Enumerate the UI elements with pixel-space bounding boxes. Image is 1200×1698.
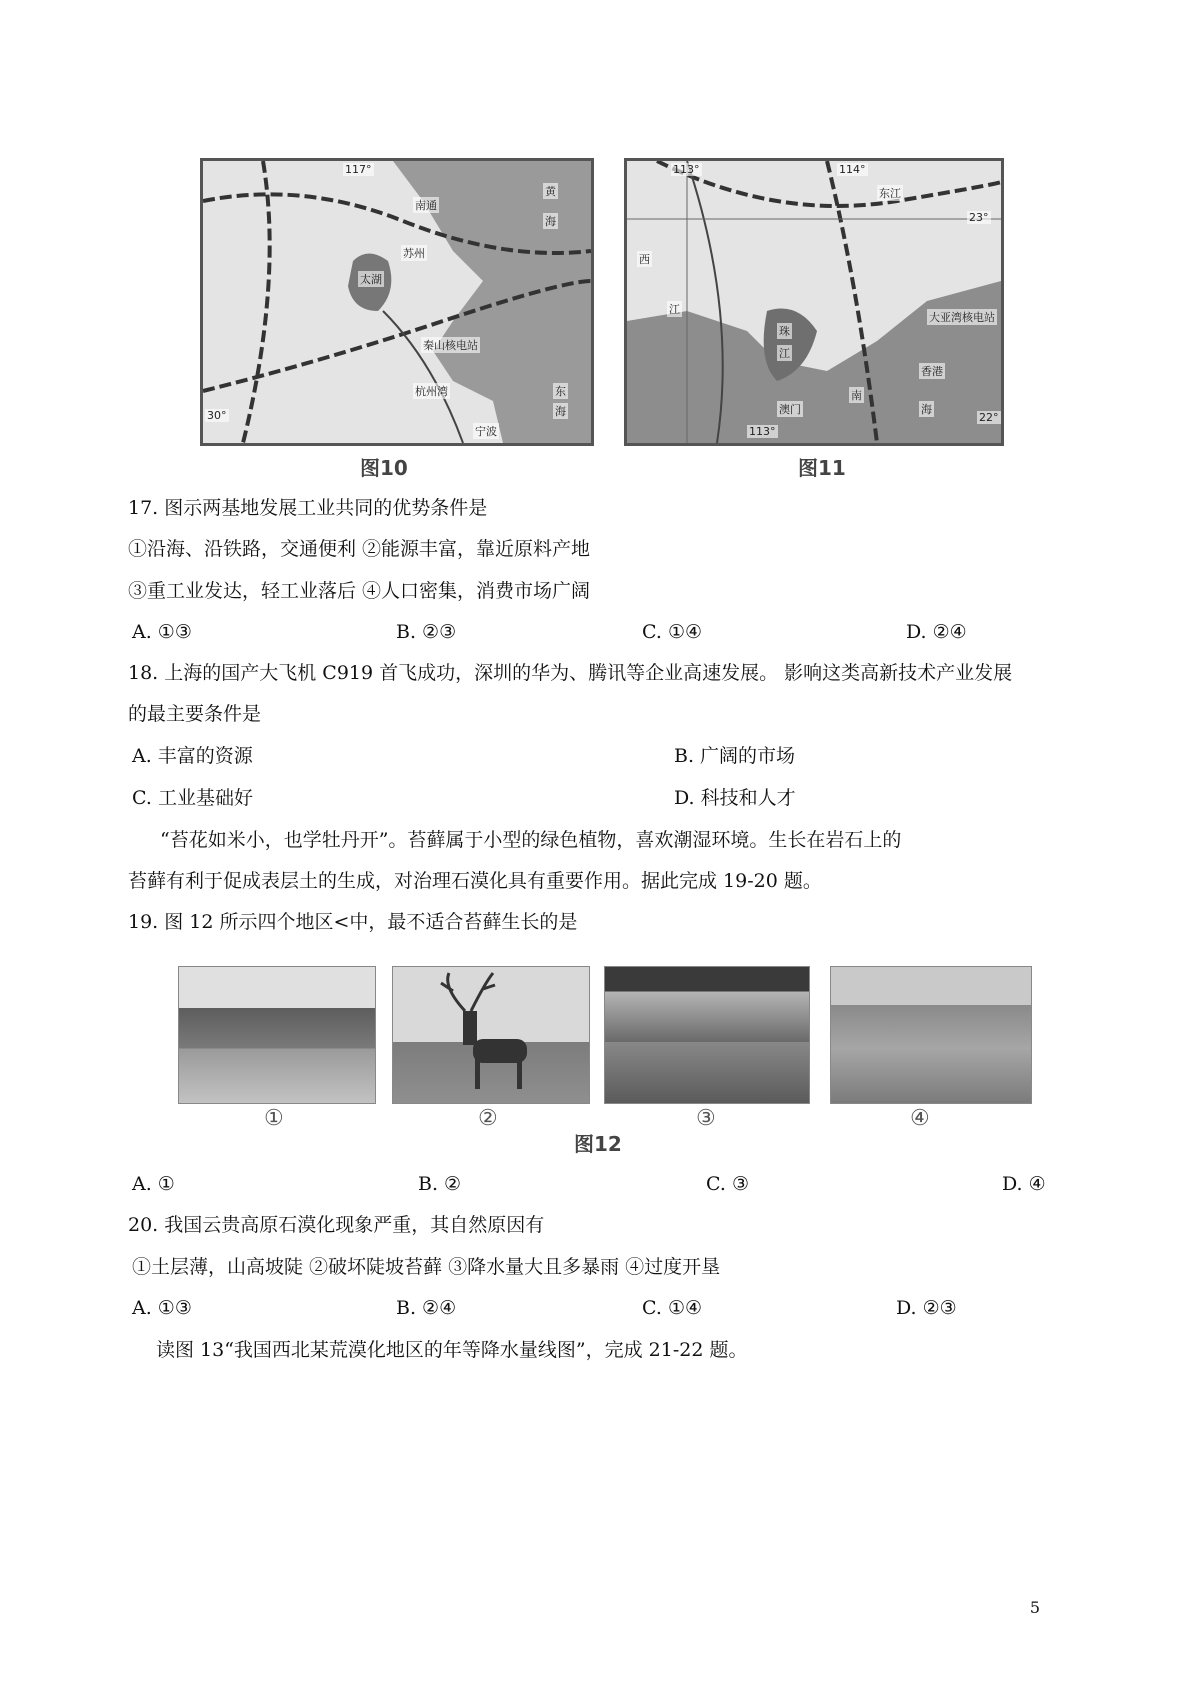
q20-option-d: D. ②③ bbox=[896, 1297, 957, 1319]
map11-label: 23° bbox=[969, 211, 989, 224]
q18-option-d: D. 科技和人才 bbox=[674, 787, 796, 809]
map10-label: 杭州湾 bbox=[415, 385, 448, 398]
photo-4-desert-dunes bbox=[830, 966, 1032, 1104]
q21-intro: 读图 13“我国西北某荒漠化地区的年等降水量线图”，完成 21-22 题。 bbox=[156, 1339, 748, 1361]
q17-option-d: D. ②④ bbox=[906, 621, 967, 643]
map10-label: 30° bbox=[207, 409, 227, 422]
map11-label: 江 bbox=[779, 347, 790, 360]
fig12-label-2: ② bbox=[478, 1106, 498, 1131]
q17-stem: 17. 图示两基地发展工业共同的优势条件是 bbox=[128, 497, 488, 519]
map11-label: 大亚湾核电站 bbox=[929, 311, 995, 324]
q19-option-b: B. ② bbox=[418, 1173, 462, 1195]
q19-option-c: C. ③ bbox=[706, 1173, 749, 1195]
passage-line1: “苔花如米小，也学牡丹开”。苔藓属于小型的绿色植物，喜欢潮湿环境。生长在岩石上的 bbox=[160, 829, 902, 851]
reindeer-drawing bbox=[393, 967, 589, 1103]
figure-10-caption: 图10 bbox=[360, 456, 408, 480]
map11-label: 海 bbox=[921, 403, 932, 416]
map11-label: 澳门 bbox=[779, 403, 801, 416]
map10-label: 海 bbox=[555, 405, 566, 418]
map11-label: 114° bbox=[839, 163, 866, 176]
q17-option-c: C. ①④ bbox=[642, 621, 703, 643]
photo-3-rocky-coast bbox=[604, 966, 810, 1104]
map11-label: 东江 bbox=[879, 187, 901, 200]
photo-1-water-town bbox=[178, 966, 376, 1104]
fig12-label-1: ① bbox=[264, 1106, 284, 1131]
q20-option-b: B. ②④ bbox=[396, 1297, 457, 1319]
figure-10-map bbox=[200, 158, 594, 446]
figure-11-caption: 图11 bbox=[798, 456, 846, 480]
map10-label: 南通 bbox=[415, 199, 437, 212]
q18-option-c: C. 工业基础好 bbox=[132, 787, 253, 809]
q20-line1: ①土层薄，山高坡陡 ②破坏陡坡苔藓 ③降水量大且多暴雨 ④过度开垦 bbox=[132, 1256, 721, 1278]
map11-label: 香港 bbox=[921, 365, 943, 378]
fig12-label-3: ③ bbox=[696, 1106, 716, 1131]
q18-option-a: A. 丰富的资源 bbox=[132, 745, 253, 767]
q19-option-d: D. ④ bbox=[1002, 1173, 1046, 1195]
q20-option-a: A. ①③ bbox=[132, 1297, 192, 1319]
q18-stem-cont: 的最主要条件是 bbox=[128, 703, 262, 725]
map10-label: 秦山核电站 bbox=[423, 339, 478, 352]
figure-12-caption: 图12 bbox=[574, 1132, 622, 1156]
map11-label: 113° bbox=[749, 425, 776, 438]
map10-label: 东 bbox=[555, 385, 566, 398]
page-number: 5 bbox=[1029, 1598, 1040, 1617]
passage-line2: 苔藓有利于促成表层土的生成，对治理石漠化具有重要作用。据此完成 19-20 题。 bbox=[128, 870, 822, 892]
q17-option-b: B. ②③ bbox=[396, 621, 457, 643]
map11-label: 南 bbox=[851, 389, 862, 402]
q20-option-c: C. ①④ bbox=[642, 1297, 703, 1319]
q19-stem: 19. 图 12 所示四个地区<中，最不适合苔藓生长的是 bbox=[128, 911, 578, 933]
photo-2-reindeer bbox=[392, 966, 590, 1104]
map-11-drawing bbox=[627, 161, 1001, 443]
q17-option-a: A. ①③ bbox=[132, 621, 192, 643]
map-10-drawing bbox=[203, 161, 591, 443]
map11-label: 珠 bbox=[779, 325, 790, 338]
map11-label: 西 bbox=[639, 253, 650, 266]
map11-label: 113° bbox=[673, 163, 700, 176]
q17-line1: ①沿海、沿铁路，交通便利 ②能源丰富，靠近原料产地 bbox=[128, 538, 591, 560]
q18-stem: 18. 上海的国产大飞机 C919 首飞成功，深圳的华为、腾讯等企业高速发展。 影响这类高新技术产业发展 bbox=[128, 662, 1013, 684]
map11-label: 江 bbox=[669, 303, 680, 316]
map10-label: 117° bbox=[345, 163, 372, 176]
q18-option-b: B. 广阔的市场 bbox=[674, 745, 796, 767]
map10-label: 海 bbox=[545, 215, 556, 228]
map10-label: 苏州 bbox=[403, 247, 425, 260]
map10-label: 太湖 bbox=[360, 273, 382, 286]
map10-label: 黄 bbox=[545, 185, 556, 198]
map10-label: 宁波 bbox=[475, 425, 497, 438]
q17-line2: ③重工业发达，轻工业落后 ④人口密集，消费市场广阔 bbox=[128, 580, 591, 602]
q19-option-a: A. ① bbox=[132, 1173, 175, 1195]
fig12-label-4: ④ bbox=[910, 1106, 930, 1131]
q20-stem: 20. 我国云贵高原石漠化现象严重，其自然原因有 bbox=[128, 1214, 545, 1236]
figure-11-map bbox=[624, 158, 1004, 446]
map11-label: 22° bbox=[979, 411, 999, 424]
